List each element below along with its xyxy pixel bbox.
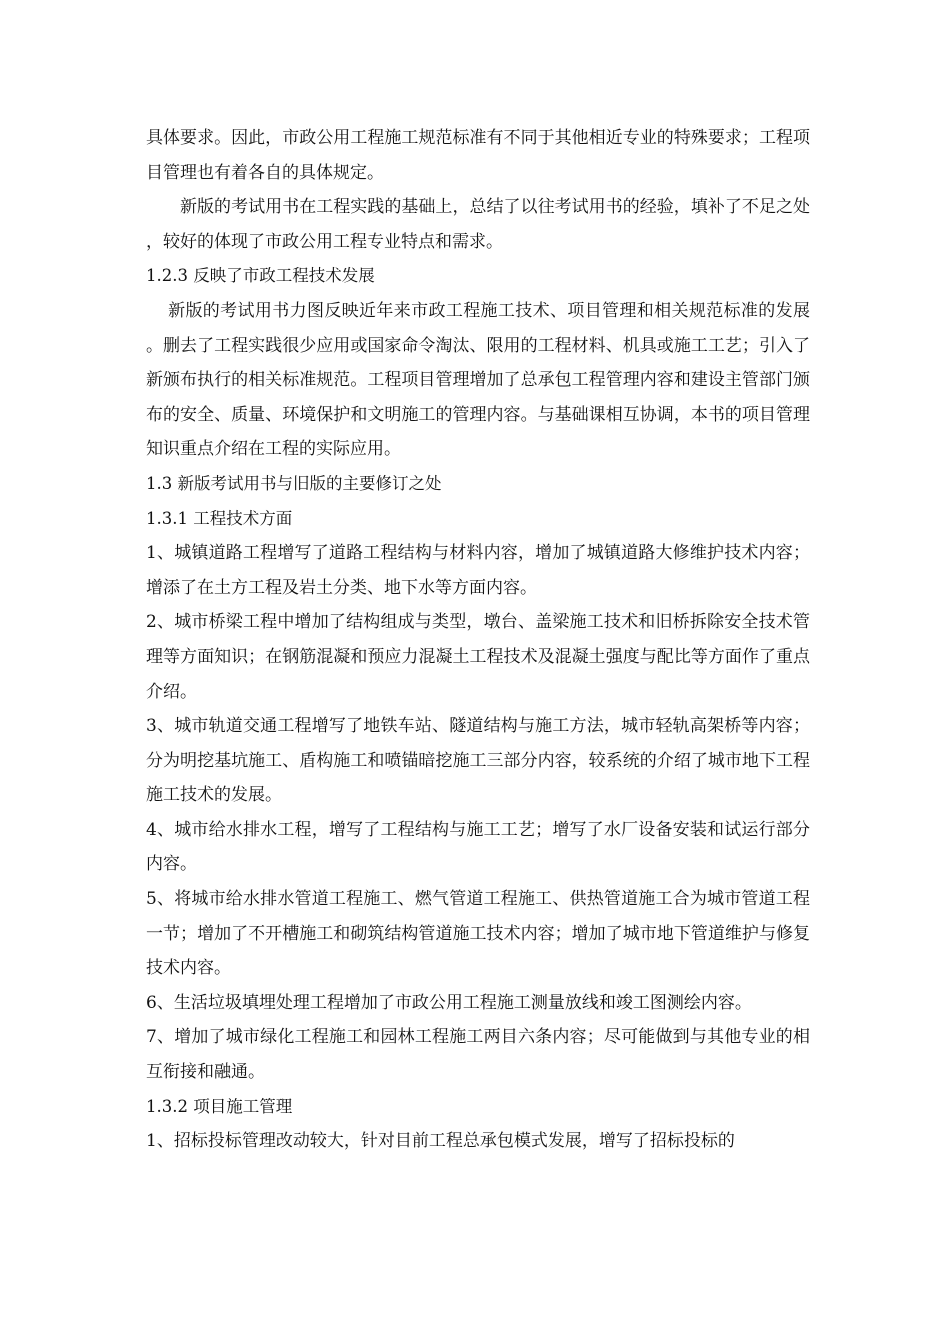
heading-1-3-2: 1.3.2 项目施工管理 [146,1096,293,1116]
list-item-bidding-management: 1、招标投标管理改动较大，针对目前工程总承包模式发展，增写了招标投标的 [146,1131,735,1152]
list-item-bridge-engineering: 2、城市桥梁工程中增加了结构组成与类型，墩台、盖梁施工技术和旧桥拆除安全技术管理等方面知识；在钢筋混凝和预应力混凝土工程技术及混凝土强度与配比等方面作了重点介绍。 [146,612,810,702]
paragraph-tech-development: 新版的考试用书力图反映近年来市政工程施工技术、项目管理和相关规范标准的发展。删去了工程实践很少应用或国家命令淘汰、限用的工程材料、机具或施工工艺；引入了新颁布执行的相关标准规范。工程项目管理增加了总承包工程管理内容和建设主管部门颁布的安全、质量、环境保护和文明施工的管理内容。与基础课相互协调，本书的项目管理知识重点介绍在工程的实际应用。 [146,300,810,460]
list-item-road-engineering: 1、城镇道路工程增写了道路工程结构与材料内容，增加了城镇道路大修维护技术内容；增添了在土方工程及岩土分类、地下水等方面内容。 [146,543,810,598]
paragraph-specific-requirements: 具体要求。因此，市政公用工程施工规范标准有不同于其他相近专业的特殊要求；工程项目管理也有着各自的具体规定。 [146,128,810,183]
list-item-greening: 7、增加了城市绿化工程施工和园林工程施工两目六条内容；尽可能做到与其他专业的相互衔接和融通。 [146,1027,810,1083]
list-item-landfill: 6、生活垃圾填埋处理工程增加了市政公用工程施工测量放线和竣工图测绘内容。 [146,992,752,1013]
heading-1-2-3: 1.2.3 反映了市政工程技术发展 [146,266,375,286]
heading-1-3-1: 1.3.1 工程技术方面 [146,508,293,528]
list-item-pipeline-engineering: 5、将城市给水排水管道工程施工、燃气管道工程施工、供热管道施工合为城市管道工程一节；增加了不开槽施工和砌筑结构管道施工技术内容；增加了城市地下管道维护与修复技术内容。 [146,889,810,979]
paragraph-new-edition-practice: 新版的考试用书在工程实践的基础上，总结了以往考试用书的经验，填补了不足之处，较好的体现了市政公用工程专业特点和需求。 [146,197,810,252]
heading-1-3: 1.3 新版考试用书与旧版的主要修订之处 [146,473,442,493]
document-body [146,121,810,1159]
list-item-water-supply: 4、城市给水排水工程，增写了工程结构与施工工艺；增写了水厂设备安装和试运行部分内容。 [146,819,810,875]
list-item-rail-transit: 3、城市轨道交通工程增写了地铁车站、隧道结构与施工方法，城市轻轨高架桥等内容；分为明挖基坑施工、盾构施工和喷锚暗挖施工三部分内容，较系统的介绍了城市地下工程施工技术的发展。 [146,716,810,806]
